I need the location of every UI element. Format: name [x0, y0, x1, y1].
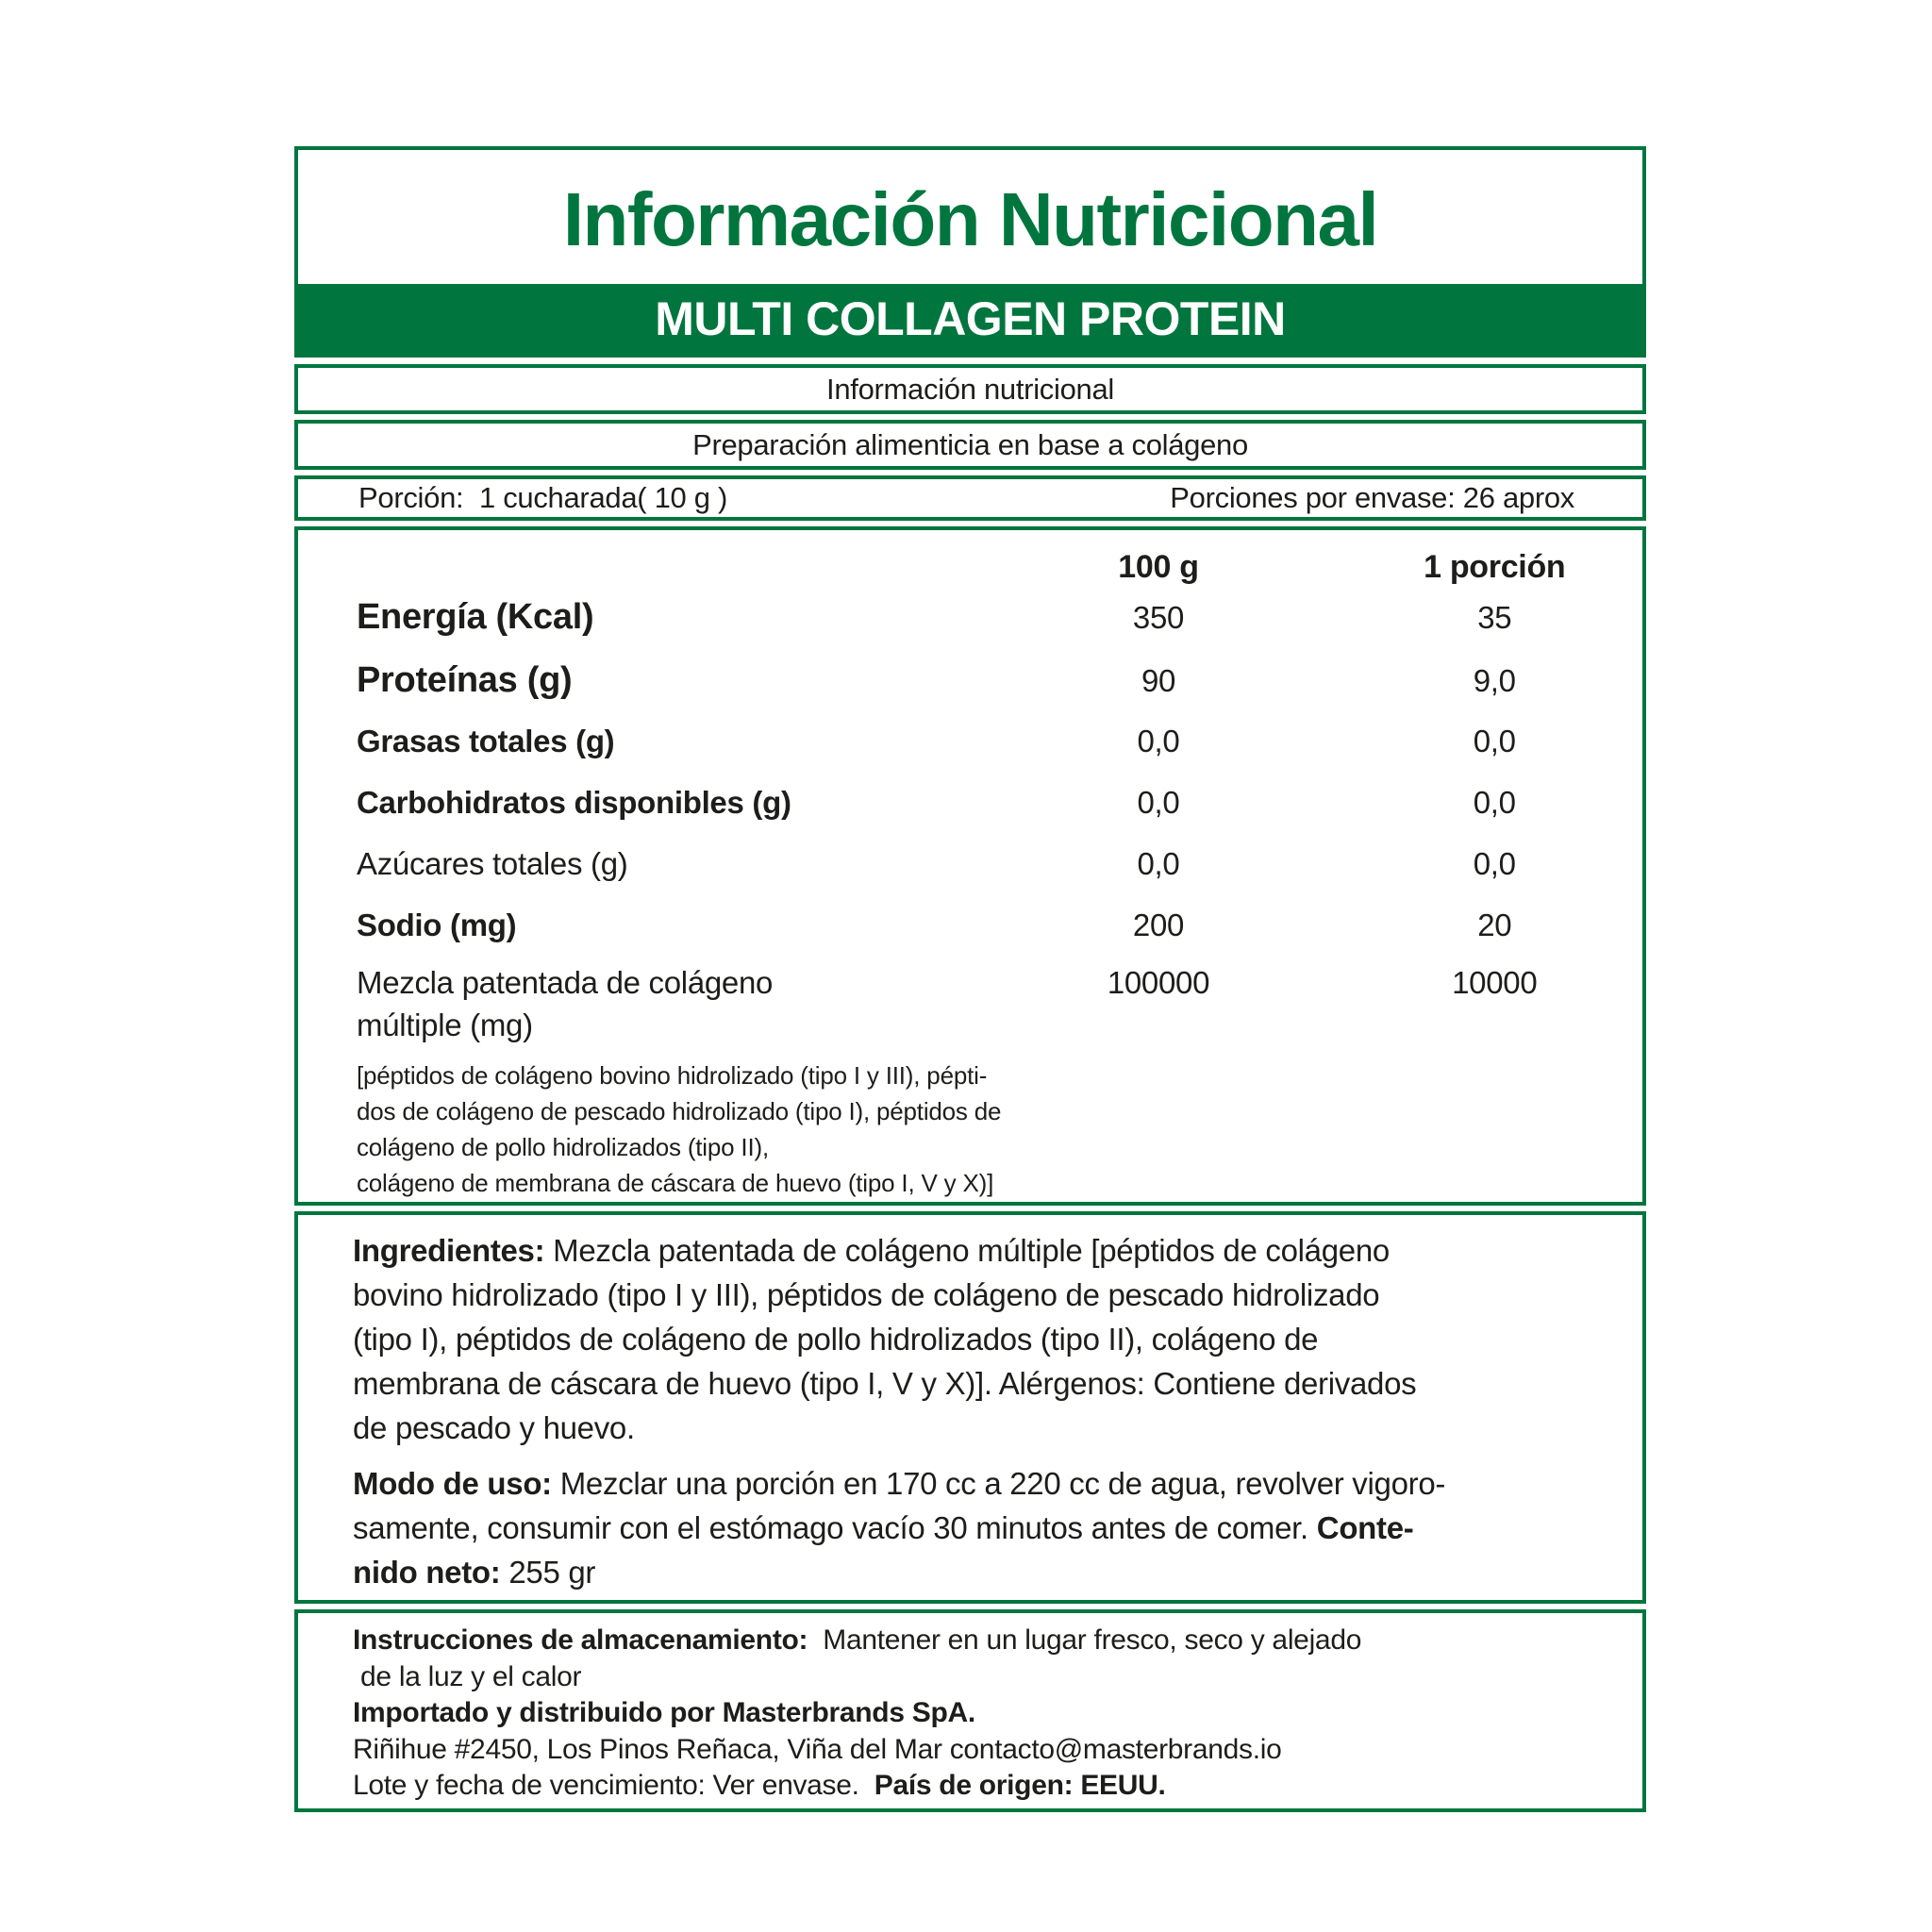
text-line: membrana de cáscara de huevo (tipo I, V y X)]. Alérgenos: Contiene derivados	[353, 1366, 1417, 1401]
table-row	[298, 724, 1642, 759]
subheader-preparation	[294, 420, 1646, 470]
portion-size-text: Porción: 1 cucharada( 10 g )	[358, 481, 728, 514]
text-line: Ingredientes: Mezcla patentada de colágeno múltiple [péptidos de colágeno	[353, 1233, 1390, 1268]
text-line: bovino hidrolizado (tipo I y III), péptidos de colágeno de pescado hidrolizado	[353, 1277, 1380, 1312]
value-per-portion: 35	[1477, 600, 1512, 635]
value-per-portion: 20	[1477, 908, 1512, 942]
text-line: nido neto: 255 gr	[353, 1555, 596, 1590]
table-header-100g: 100 g	[1118, 549, 1199, 585]
nutrient-label: Azúcares totales (g)	[357, 846, 628, 881]
text-line: de la luz y el calor	[353, 1660, 582, 1692]
subheader-nutrition-info	[294, 364, 1646, 414]
value-per-portion: 0,0	[1473, 846, 1516, 881]
nutrition-table	[294, 526, 1646, 1206]
text-line: [péptidos de colágeno bovino hidrolizado (tipo I y III), pépti-	[357, 1061, 988, 1091]
value-per-100g: 100000	[1107, 965, 1210, 1000]
text-line: Modo de uso: Mezclar una porción en 170 cc a 220 cc de agua, revolver vigoro-	[353, 1466, 1446, 1501]
text-line: (tipo I), péptidos de colágeno de pollo hidrolizados (tipo II), colágeno de	[353, 1322, 1319, 1357]
value-per-100g: 350	[1132, 600, 1185, 635]
table-row	[298, 660, 1642, 701]
table-row	[298, 962, 1642, 1046]
value-per-100g: 0,0	[1137, 785, 1180, 820]
text-line: de pescado y huevo.	[353, 1410, 635, 1445]
value-per-portion: 9,0	[1473, 663, 1516, 698]
table-rows	[298, 597, 1642, 1046]
text-line: colágeno de pollo hidrolizados (tipo II),	[357, 1133, 769, 1162]
nutrient-label: Energía (Kcal)	[357, 597, 594, 637]
value-per-portion: 0,0	[1473, 785, 1516, 820]
table-header-portion: 1 porción	[1424, 549, 1566, 585]
nutrient-label: Mezcla patentada de colágeno múltiple (mg)	[357, 965, 774, 1042]
text-line: Instrucciones de almacenamiento: Mantener en un lugar fresco, seco y alejado	[353, 1624, 1362, 1656]
collagen-blend-footnote	[298, 1058, 1642, 1201]
storage-paragraph	[353, 1623, 1624, 1805]
ingredients-box	[294, 1211, 1646, 1604]
text-line: Lote y fecha de vencimiento: Ver envase. País de origen: EEUU.	[353, 1770, 1166, 1801]
page-title: Información Nutricional	[562, 177, 1378, 261]
value-per-100g: 90	[1141, 663, 1176, 698]
text-line: colágeno de membrana de cáscara de huevo (tipo I, V y X)]	[357, 1169, 994, 1198]
text-line: samente, consumir con el estómago vacío 30 minutos antes de comer. Conte-	[353, 1510, 1414, 1545]
nutrient-label: Sodio (mg)	[357, 908, 517, 942]
table-row	[298, 846, 1642, 882]
table-row	[298, 908, 1642, 943]
storage-box	[294, 1609, 1646, 1812]
ingredients-paragraph	[353, 1228, 1624, 1450]
usage-paragraph	[353, 1461, 1624, 1594]
value-per-portion: 10000	[1452, 965, 1538, 1000]
nutrient-label: Proteínas (g)	[357, 660, 573, 700]
text-line: Importado y distribuido por Masterbrands SpA.	[353, 1697, 975, 1728]
value-per-100g: 0,0	[1137, 846, 1180, 881]
nutrition-label	[294, 146, 1646, 1818]
table-row	[298, 785, 1642, 821]
portions-per-container-text: Porciones por envase: 26 aprox	[1170, 481, 1574, 514]
table-header-row	[298, 549, 1642, 586]
text-line: Riñihue #2450, Los Pinos Reñaca, Viña del Mar contacto@masterbrands.io	[353, 1733, 1282, 1765]
subheader-nutrition-info-text: Información nutricional	[826, 372, 1114, 406]
table-row	[298, 597, 1642, 638]
nutrient-label: Grasas totales (g)	[357, 724, 615, 758]
portion-row	[294, 475, 1646, 521]
nutrient-label: Carbohidratos disponibles (g)	[357, 785, 791, 820]
value-per-100g: 200	[1132, 908, 1185, 942]
product-name: MULTI COLLAGEN PROTEIN	[655, 292, 1286, 345]
subheader-preparation-text: Preparación alimenticia en base a colágeno	[692, 427, 1248, 461]
value-per-portion: 0,0	[1473, 724, 1516, 758]
title-box	[294, 146, 1646, 358]
product-banner	[298, 284, 1642, 354]
text-line: dos de colágeno de pescado hidrolizado (tipo I), péptidos de	[357, 1097, 1002, 1126]
value-per-100g: 0,0	[1137, 724, 1180, 758]
